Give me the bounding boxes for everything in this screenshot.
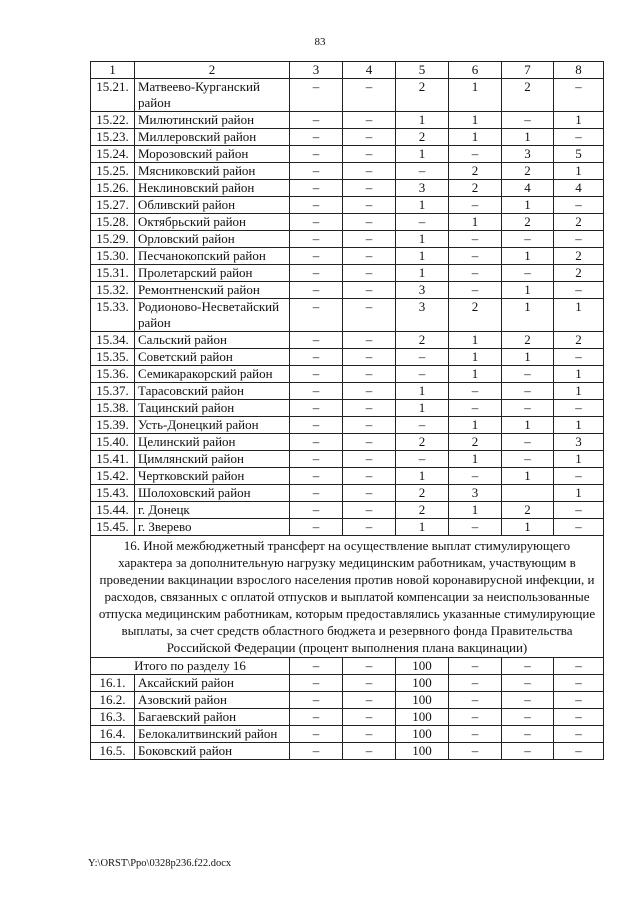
table-row	[91, 248, 604, 265]
value-cell: –	[554, 282, 604, 299]
value-cell: 1	[449, 129, 502, 146]
table-row	[91, 692, 604, 709]
row-number-cell: 16.4.	[91, 726, 135, 743]
value-cell: –	[343, 146, 396, 163]
value-cell: 1	[449, 349, 502, 366]
table-row	[91, 79, 604, 112]
value-cell: –	[554, 400, 604, 417]
value-cell: –	[290, 434, 343, 451]
value-cell: –	[343, 265, 396, 282]
value-cell: 1	[502, 282, 554, 299]
value-cell: –	[290, 112, 343, 129]
value-cell: –	[554, 709, 604, 726]
value-cell: –	[290, 197, 343, 214]
table-row	[91, 743, 604, 760]
value-cell: –	[343, 197, 396, 214]
value-cell: –	[502, 231, 554, 248]
value-cell: 1	[449, 332, 502, 349]
value-cell: –	[502, 112, 554, 129]
value-cell: 100	[396, 692, 449, 709]
row-number-cell: 15.35.	[91, 349, 135, 366]
column-number-cell: 6	[449, 62, 502, 79]
value-cell: –	[290, 366, 343, 383]
value-cell: 1	[396, 197, 449, 214]
table-row	[91, 180, 604, 197]
value-cell: 2	[396, 129, 449, 146]
value-cell: 1	[396, 519, 449, 536]
value-cell: –	[343, 658, 396, 675]
value-cell: 100	[396, 743, 449, 760]
column-number-cell: 4	[343, 62, 396, 79]
value-cell: –	[396, 366, 449, 383]
value-cell: 1	[502, 417, 554, 434]
value-cell: –	[343, 163, 396, 180]
row-number-cell: 15.32.	[91, 282, 135, 299]
row-number-cell: 15.36.	[91, 366, 135, 383]
value-cell: –	[343, 214, 396, 231]
value-cell: –	[343, 451, 396, 468]
value-cell: –	[502, 743, 554, 760]
district-name-cell: Тацинский район	[135, 400, 290, 417]
value-cell: –	[290, 146, 343, 163]
value-cell: –	[396, 417, 449, 434]
data-table	[90, 61, 604, 760]
district-name-cell: Усть-Донецкий район	[135, 417, 290, 434]
table-row	[91, 417, 604, 434]
value-cell: –	[343, 79, 396, 112]
table-row	[91, 129, 604, 146]
value-cell: –	[290, 502, 343, 519]
value-cell: –	[449, 709, 502, 726]
column-number-cell: 8	[554, 62, 604, 79]
row-number-cell: 15.22.	[91, 112, 135, 129]
value-cell: 2	[449, 434, 502, 451]
value-cell: 1	[554, 451, 604, 468]
value-cell: –	[343, 349, 396, 366]
value-cell: –	[449, 658, 502, 675]
value-cell: 2	[554, 214, 604, 231]
value-cell: 2	[502, 502, 554, 519]
value-cell: –	[343, 112, 396, 129]
district-name-cell: Октябрьский район	[135, 214, 290, 231]
value-cell: –	[290, 214, 343, 231]
district-name-cell: Шолоховский район	[135, 485, 290, 502]
table-row	[91, 214, 604, 231]
row-number-cell: 15.42.	[91, 468, 135, 485]
district-name-cell: г. Зверево	[135, 519, 290, 536]
value-cell: –	[343, 743, 396, 760]
value-cell: 1	[502, 129, 554, 146]
value-cell: –	[502, 675, 554, 692]
table-row	[91, 231, 604, 248]
value-cell: –	[449, 248, 502, 265]
district-name-cell: Миллеровский район	[135, 129, 290, 146]
table-row	[91, 299, 604, 332]
value-cell: 1	[554, 163, 604, 180]
value-cell: –	[554, 468, 604, 485]
value-cell: 1	[396, 231, 449, 248]
district-name-cell: Неклиновский район	[135, 180, 290, 197]
value-cell: 1	[396, 146, 449, 163]
value-cell: –	[290, 692, 343, 709]
value-cell: 3	[396, 180, 449, 197]
district-name-cell: Советский район	[135, 349, 290, 366]
value-cell: –	[290, 163, 343, 180]
value-cell: 3	[396, 282, 449, 299]
value-cell: –	[554, 349, 604, 366]
value-cell: –	[343, 519, 396, 536]
table-row	[91, 146, 604, 163]
value-cell: 5	[554, 146, 604, 163]
value-cell: –	[290, 299, 343, 332]
value-cell: –	[290, 417, 343, 434]
row-number-cell: 15.27.	[91, 197, 135, 214]
file-path-footer: Y:\ORST\Ppo\0328p236.f22.docx	[88, 858, 232, 869]
value-cell: 1	[396, 400, 449, 417]
table-row	[91, 726, 604, 743]
value-cell: 2	[396, 485, 449, 502]
table-row	[91, 383, 604, 400]
district-name-cell: Чертковский район	[135, 468, 290, 485]
table-row	[91, 451, 604, 468]
value-cell: –	[343, 383, 396, 400]
section-heading: 16. Иной межбюджетный трансферт на осуществление выплат стимулирующего характера за дополнительную нагрузку медицинским работникам, участвующим в проведении вакцинации взрослого населения против новой коронавирусной инфекции, и расходов, связанных с оплатой отпусков и выплатой компенсации за неиспользованные отпуска медицинским работникам, которым предоставлялись указанные стимулирующие выплаты, за счет средств областного бюджета и резервного фонда Правительства Российской Федерации (процент выполнения плана вакцинации)	[91, 536, 604, 658]
value-cell: 1	[396, 265, 449, 282]
district-name-cell: Морозовский район	[135, 146, 290, 163]
value-cell: –	[554, 231, 604, 248]
value-cell: 100	[396, 709, 449, 726]
value-cell: –	[343, 709, 396, 726]
value-cell: –	[343, 282, 396, 299]
value-cell: 1	[502, 299, 554, 332]
value-cell: 2	[502, 79, 554, 112]
row-number-cell: 16.1.	[91, 675, 135, 692]
table-row	[91, 709, 604, 726]
row-number-cell: 15.26.	[91, 180, 135, 197]
value-cell: –	[290, 485, 343, 502]
value-cell: 2	[396, 434, 449, 451]
value-cell: –	[290, 248, 343, 265]
value-cell: –	[449, 400, 502, 417]
value-cell: –	[449, 231, 502, 248]
value-cell: 2	[396, 79, 449, 112]
value-cell: –	[396, 163, 449, 180]
row-number-cell: 15.24.	[91, 146, 135, 163]
value-cell: –	[449, 692, 502, 709]
value-cell: 1	[449, 417, 502, 434]
value-cell: –	[343, 299, 396, 332]
table-row	[91, 675, 604, 692]
table-row	[91, 265, 604, 282]
table-row	[91, 400, 604, 417]
row-number-cell: 15.30.	[91, 248, 135, 265]
value-cell: –	[290, 129, 343, 146]
district-name-cell: Сальский район	[135, 332, 290, 349]
district-name-cell: г. Донецк	[135, 502, 290, 519]
value-cell: –	[290, 400, 343, 417]
value-cell: –	[290, 231, 343, 248]
value-cell: –	[343, 129, 396, 146]
value-cell: 3	[449, 485, 502, 502]
value-cell: 2	[554, 332, 604, 349]
value-cell: –	[502, 451, 554, 468]
value-cell: –	[290, 743, 343, 760]
row-number-cell: 15.43.	[91, 485, 135, 502]
value-cell: 1	[554, 383, 604, 400]
value-cell: –	[502, 383, 554, 400]
value-cell: 1	[502, 519, 554, 536]
value-cell: 100	[396, 675, 449, 692]
value-cell: 1	[502, 349, 554, 366]
district-name-cell: Боковский район	[135, 743, 290, 760]
value-cell: –	[554, 79, 604, 112]
value-cell: –	[290, 675, 343, 692]
value-cell: –	[449, 743, 502, 760]
value-cell: 1	[396, 112, 449, 129]
table-row	[91, 112, 604, 129]
table-row	[91, 519, 604, 536]
value-cell: 3	[396, 299, 449, 332]
row-number-cell: 15.33.	[91, 299, 135, 332]
value-cell: –	[502, 400, 554, 417]
value-cell: –	[502, 658, 554, 675]
value-cell: –	[290, 282, 343, 299]
district-name-cell: Азовский район	[135, 692, 290, 709]
value-cell: 2	[502, 214, 554, 231]
row-number-cell: 16.2.	[91, 692, 135, 709]
value-cell: 2	[396, 332, 449, 349]
value-cell: 1	[449, 112, 502, 129]
district-name-cell: Орловский район	[135, 231, 290, 248]
value-cell: –	[502, 265, 554, 282]
value-cell: 2	[502, 332, 554, 349]
value-cell: 1	[396, 248, 449, 265]
value-cell: –	[290, 658, 343, 675]
table-row	[91, 163, 604, 180]
value-cell: –	[343, 485, 396, 502]
table-row	[91, 434, 604, 451]
value-cell: –	[449, 282, 502, 299]
row-number-cell: 15.40.	[91, 434, 135, 451]
value-cell: –	[290, 468, 343, 485]
district-name-cell: Милютинский район	[135, 112, 290, 129]
value-cell: –	[343, 692, 396, 709]
district-name-cell: Белокалитвинский район	[135, 726, 290, 743]
value-cell: –	[554, 502, 604, 519]
row-number-cell: 15.37.	[91, 383, 135, 400]
value-cell: –	[449, 675, 502, 692]
district-name-cell: Цимлянский район	[135, 451, 290, 468]
value-cell: –	[554, 743, 604, 760]
value-cell: –	[554, 675, 604, 692]
value-cell: 100	[396, 726, 449, 743]
value-cell: –	[449, 519, 502, 536]
value-cell: –	[343, 417, 396, 434]
table-row	[91, 502, 604, 519]
value-cell: –	[396, 214, 449, 231]
value-cell: 1	[502, 468, 554, 485]
value-cell: 1	[554, 366, 604, 383]
value-cell: –	[449, 468, 502, 485]
row-number-cell: 15.28.	[91, 214, 135, 231]
district-name-cell: Ремонтненский район	[135, 282, 290, 299]
value-cell: 1	[449, 214, 502, 231]
column-number-cell: 2	[135, 62, 290, 79]
value-cell: 1	[449, 79, 502, 112]
column-number-cell: 7	[502, 62, 554, 79]
value-cell: –	[343, 468, 396, 485]
table-row	[91, 349, 604, 366]
value-cell: –	[502, 709, 554, 726]
value-cell: 1	[396, 383, 449, 400]
table-row	[91, 282, 604, 299]
value-cell: 2	[449, 163, 502, 180]
district-name-cell: Целинский район	[135, 434, 290, 451]
value-cell: –	[449, 197, 502, 214]
value-cell: –	[343, 726, 396, 743]
value-cell: –	[290, 519, 343, 536]
row-number-cell: 15.44.	[91, 502, 135, 519]
value-cell: 3	[502, 146, 554, 163]
value-cell: 3	[554, 434, 604, 451]
district-name-cell: Обливский район	[135, 197, 290, 214]
row-number-cell: 15.31.	[91, 265, 135, 282]
value-cell: 100	[396, 658, 449, 675]
value-cell: 1	[554, 417, 604, 434]
value-cell: 2	[449, 180, 502, 197]
section-heading-row	[91, 536, 604, 658]
district-name-cell: Матвеево-Курганский район	[135, 79, 290, 112]
value-cell: –	[343, 434, 396, 451]
value-cell: –	[554, 692, 604, 709]
value-cell: –	[554, 197, 604, 214]
value-cell: –	[343, 366, 396, 383]
row-number-cell: 16.5.	[91, 743, 135, 760]
column-number-cell: 5	[396, 62, 449, 79]
value-cell: 2	[449, 299, 502, 332]
value-cell: –	[502, 692, 554, 709]
district-name-cell: Аксайский район	[135, 675, 290, 692]
column-number-cell: 3	[290, 62, 343, 79]
value-cell: –	[554, 658, 604, 675]
district-name-cell: Тарасовский район	[135, 383, 290, 400]
value-cell: 1	[449, 451, 502, 468]
value-cell: –	[449, 383, 502, 400]
value-cell: 1	[502, 197, 554, 214]
row-number-cell: 15.39.	[91, 417, 135, 434]
value-cell: –	[449, 146, 502, 163]
value-cell: 1	[449, 366, 502, 383]
value-cell: –	[290, 180, 343, 197]
value-cell: –	[554, 519, 604, 536]
value-cell: –	[343, 180, 396, 197]
row-number-cell: 15.25.	[91, 163, 135, 180]
value-cell: –	[290, 383, 343, 400]
table-row	[91, 485, 604, 502]
value-cell: –	[290, 265, 343, 282]
district-name-cell: Багаевский район	[135, 709, 290, 726]
value-cell: –	[396, 451, 449, 468]
section-total-row	[91, 658, 604, 675]
value-cell: –	[343, 248, 396, 265]
row-number-cell: 15.38.	[91, 400, 135, 417]
value-cell: –	[502, 726, 554, 743]
value-cell: 4	[502, 180, 554, 197]
district-name-cell: Песчанокопский район	[135, 248, 290, 265]
value-cell: 1	[554, 112, 604, 129]
value-cell: 1	[554, 485, 604, 502]
value-cell: 4	[554, 180, 604, 197]
value-cell: –	[343, 502, 396, 519]
value-cell: –	[502, 366, 554, 383]
row-number-cell: 15.23.	[91, 129, 135, 146]
value-cell: 1	[396, 468, 449, 485]
value-cell: 1	[449, 502, 502, 519]
value-cell: 2	[554, 265, 604, 282]
value-cell: –	[554, 726, 604, 743]
value-cell: 2	[502, 163, 554, 180]
row-number-cell: 15.29.	[91, 231, 135, 248]
table-row	[91, 197, 604, 214]
row-number-cell: 16.3.	[91, 709, 135, 726]
row-number-cell: 15.34.	[91, 332, 135, 349]
value-cell: –	[343, 400, 396, 417]
table-row	[91, 332, 604, 349]
district-name-cell: Мясниковский район	[135, 163, 290, 180]
value-cell: 2	[396, 502, 449, 519]
value-cell: –	[343, 332, 396, 349]
value-cell	[502, 485, 554, 502]
value-cell: –	[290, 709, 343, 726]
value-cell: –	[502, 434, 554, 451]
value-cell: –	[290, 79, 343, 112]
value-cell: –	[290, 349, 343, 366]
section-total-label: Итого по разделу 16	[91, 658, 290, 675]
table-row	[91, 468, 604, 485]
district-name-cell: Семикаракорский район	[135, 366, 290, 383]
value-cell: –	[290, 726, 343, 743]
row-number-cell: 15.45.	[91, 519, 135, 536]
value-cell: 2	[554, 248, 604, 265]
value-cell: –	[396, 349, 449, 366]
value-cell: –	[554, 129, 604, 146]
row-number-cell: 15.41.	[91, 451, 135, 468]
district-name-cell: Пролетарский район	[135, 265, 290, 282]
value-cell: –	[343, 675, 396, 692]
value-cell: –	[290, 332, 343, 349]
page-number: 83	[314, 36, 326, 48]
value-cell: –	[449, 265, 502, 282]
value-cell: –	[343, 231, 396, 248]
row-number-cell: 15.21.	[91, 79, 135, 112]
column-number-cell: 1	[91, 62, 135, 79]
column-number-row	[91, 62, 604, 79]
value-cell: 1	[502, 248, 554, 265]
value-cell: 1	[554, 299, 604, 332]
value-cell: –	[449, 726, 502, 743]
value-cell: –	[290, 451, 343, 468]
table-row	[91, 366, 604, 383]
district-name-cell: Родионово-Несветайский район	[135, 299, 290, 332]
